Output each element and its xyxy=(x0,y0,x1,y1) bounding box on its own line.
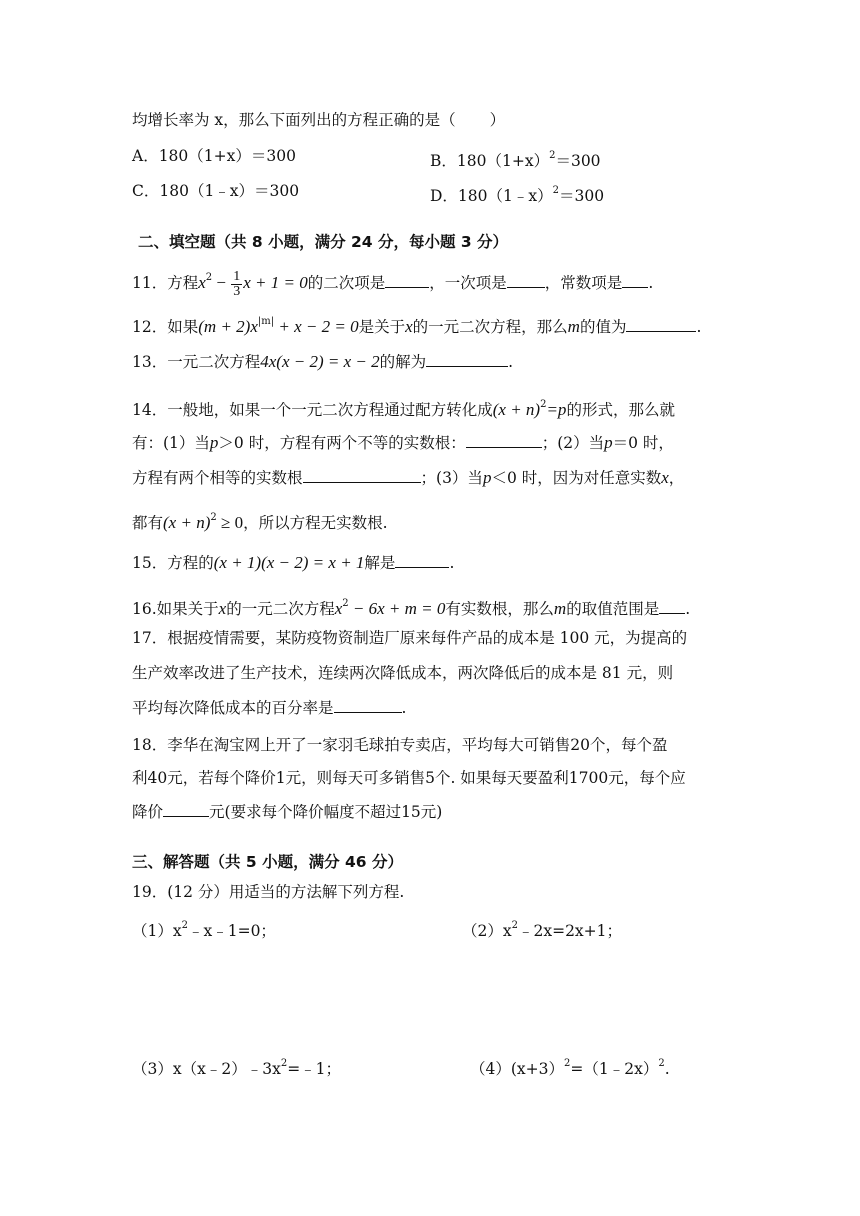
q14-line1: 14．一般地，如果一个一元二次方程通过配方转化成$(x + n)^2=p$的形式，那么就 xyxy=(132,399,675,419)
q10-option-d: D．180（1﹣x）$^2$＝300 xyxy=(430,185,605,205)
q15: 15．方程的(x + 1)(x − 2) = x + 1解是 . xyxy=(132,553,455,572)
q11: 11．方程$x^2$ − $\frac{1}{3}$ x + 1 = 0的二次项是 ，一次项是 ，常数项是 . xyxy=(132,268,654,299)
q10-options-row1 xyxy=(132,144,728,168)
q19-part1: $(1)x^2﹣x﹣1=0$； xyxy=(132,920,276,940)
q12-blank[interactable] xyxy=(626,317,696,332)
q10-stem-text: 均增长率为 x，那么下面列出的方程正确的是（ xyxy=(132,111,456,129)
q16: 16.如果关于x的一元二次方程$x^2 - 6x + m = 0$有实数根，那么m的取值范围是 . xyxy=(132,598,691,618)
q14-blank-1[interactable] xyxy=(466,433,542,448)
q14-line2: 有：(1）当p＞0 时，方程有两个不等的实数根： ；(2）当p＝0 时， xyxy=(132,433,674,452)
q19-part4: （4）(x+3）$^2$=（1﹣2x）$^2$. xyxy=(470,1058,670,1078)
q10-stem-close: ） xyxy=(489,111,506,129)
q19-parts-row1 xyxy=(132,914,728,943)
q18-line2: 利40元，若每个降价1元，则每天可多销售5个. 如果每天要盈利1700元，每个应 xyxy=(132,769,686,787)
q17-blank[interactable] xyxy=(334,698,402,713)
q10-stem xyxy=(132,108,728,132)
q14-line3: 方程有两个相等的实数根 ；(3）当p＜0 时，因为对任意实数x， xyxy=(132,468,685,487)
q19-stem: 19．(12 分）用适当的方法解下列方程. xyxy=(132,883,405,901)
q19-part3: $(3)x(x﹣2)﹣3x^2=﹣1$； xyxy=(132,1058,342,1078)
q12: 12．如果$(m + 2)x^{|m|} + x - 2 = 0$是关于x的一元二次方程，那么m的值为 . xyxy=(132,316,702,336)
q17-line1: 17．根据疫情需要，某防疫物资制造厂原来每件产品的成本是 100 元，为提高的 xyxy=(132,629,688,647)
q11-fraction: $\frac{1}{3}$ xyxy=(233,268,241,299)
q14-line4: 都有$(x + n)^2 \ge 0$，所以方程无实数根. xyxy=(132,512,388,532)
q15-blank[interactable] xyxy=(395,553,449,568)
q13-blank[interactable] xyxy=(426,352,508,367)
q17-line2: 生产效率改进了生产技术，连续两次降低成本，两次降低后的成本是 81 元，则 xyxy=(132,664,674,682)
q18-blank[interactable] xyxy=(163,802,209,817)
q16-blank[interactable] xyxy=(659,599,685,614)
q17-line3: 平均每次降低成本的百分率是 . xyxy=(132,699,407,717)
q19-parts-row2 xyxy=(132,1052,728,1081)
q11-blank-3[interactable] xyxy=(622,273,648,288)
q18-line3: 降价 元(要求每个降价幅度不超过15元) xyxy=(132,803,443,821)
q11-blank-2[interactable] xyxy=(507,273,545,288)
q11-blank-1[interactable] xyxy=(385,273,429,288)
q19-part2: $(2)x^2﹣2x=2x+1$； xyxy=(462,920,623,940)
q18-line1: 18．李华在淘宝网上开了一家羽毛球拍专卖店，平均每大可销售20个，每个盈 xyxy=(132,736,668,754)
q10-option-b: B．$180(1+x)^2=300$ xyxy=(430,150,601,170)
q14-blank-2[interactable] xyxy=(303,468,421,483)
section2-title: 二、填空题（共 8 小题，满分 24 分，每小题 3 分） xyxy=(138,233,509,251)
q10-options-row2 xyxy=(132,179,728,203)
section3-title: 三、解答题（共 5 小题，满分 46 分） xyxy=(132,853,403,871)
q10-option-c: C．180（1﹣x）＝300 xyxy=(132,182,300,200)
q13: 13．一元二次方程4x(x − 2) = x − 2的解为 . xyxy=(132,352,514,371)
q10-option-a: A．180（1+x）＝300 xyxy=(132,147,296,165)
